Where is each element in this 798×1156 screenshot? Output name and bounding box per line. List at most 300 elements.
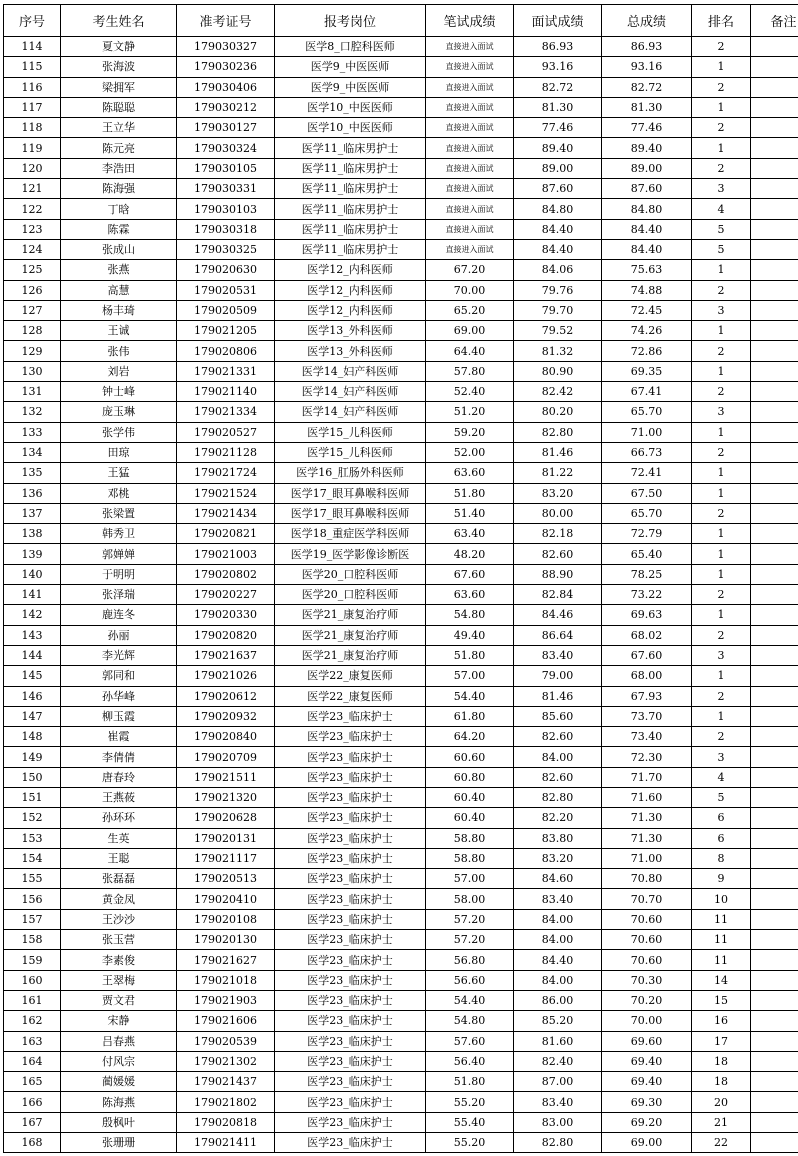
cell-total-score: 74.26 xyxy=(602,321,692,341)
cell-position: 医学23_临床护士 xyxy=(275,950,426,970)
cell-seq: 152 xyxy=(4,808,61,828)
cell-rank: 1 xyxy=(692,57,751,77)
cell-seq: 121 xyxy=(4,179,61,199)
cell-exam-id: 179020820 xyxy=(177,625,275,645)
table-row xyxy=(4,382,798,402)
cell-total-score: 67.93 xyxy=(602,686,692,706)
cell-name: 王立华 xyxy=(61,118,177,138)
cell-exam-id: 179030325 xyxy=(177,239,275,259)
cell-name: 柳玉霞 xyxy=(61,706,177,726)
cell-written-score: 49.40 xyxy=(426,625,514,645)
cell-remarks xyxy=(751,402,798,422)
cell-interview-score: 79.70 xyxy=(514,300,602,320)
cell-written-score: 63.60 xyxy=(426,585,514,605)
cell-total-score: 71.30 xyxy=(602,808,692,828)
cell-rank: 22 xyxy=(692,1133,751,1153)
cell-total-score: 89.40 xyxy=(602,138,692,158)
cell-name: 王燕莜 xyxy=(61,787,177,807)
cell-seq: 140 xyxy=(4,564,61,584)
cell-position: 医学17_眼耳鼻喉科医师 xyxy=(275,483,426,503)
cell-exam-id: 179021637 xyxy=(177,645,275,665)
cell-interview-score: 86.64 xyxy=(514,625,602,645)
cell-name: 唐春玲 xyxy=(61,767,177,787)
cell-rank: 15 xyxy=(692,990,751,1010)
cell-exam-id: 179021128 xyxy=(177,442,275,462)
cell-remarks xyxy=(751,605,798,625)
cell-total-score: 66.73 xyxy=(602,442,692,462)
cell-written-score: 直接进入面试 xyxy=(426,239,514,259)
cell-exam-id: 179021003 xyxy=(177,544,275,564)
table-row xyxy=(4,706,798,726)
table-row xyxy=(4,158,798,178)
cell-exam-id: 179021117 xyxy=(177,848,275,868)
cell-exam-id: 179021802 xyxy=(177,1092,275,1112)
cell-written-score: 直接进入面试 xyxy=(426,158,514,178)
cell-total-score: 70.60 xyxy=(602,909,692,929)
cell-seq: 119 xyxy=(4,138,61,158)
cell-seq: 153 xyxy=(4,828,61,848)
cell-written-score: 直接进入面试 xyxy=(426,37,514,57)
cell-exam-id: 179020821 xyxy=(177,524,275,544)
cell-rank: 11 xyxy=(692,950,751,970)
cell-name: 庞玉琳 xyxy=(61,402,177,422)
cell-position: 医学23_临床护士 xyxy=(275,727,426,747)
cell-rank: 1 xyxy=(692,260,751,280)
cell-written-score: 57.20 xyxy=(426,909,514,929)
cell-seq: 150 xyxy=(4,767,61,787)
cell-name: 梁拥军 xyxy=(61,77,177,97)
cell-total-score: 65.40 xyxy=(602,544,692,564)
cell-rank: 5 xyxy=(692,219,751,239)
cell-interview-score: 84.40 xyxy=(514,950,602,970)
cell-exam-id: 179030212 xyxy=(177,97,275,117)
table-header xyxy=(4,5,798,37)
cell-rank: 21 xyxy=(692,1112,751,1132)
cell-written-score: 63.40 xyxy=(426,524,514,544)
cell-name: 张成山 xyxy=(61,239,177,259)
cell-total-score: 81.30 xyxy=(602,97,692,117)
cell-total-score: 71.30 xyxy=(602,828,692,848)
cell-exam-id: 179021140 xyxy=(177,382,275,402)
cell-interview-score: 93.16 xyxy=(514,57,602,77)
cell-interview-score: 81.32 xyxy=(514,341,602,361)
cell-name: 陈霖 xyxy=(61,219,177,239)
cell-written-score: 52.40 xyxy=(426,382,514,402)
cell-name: 丁晗 xyxy=(61,199,177,219)
cell-written-score: 67.20 xyxy=(426,260,514,280)
cell-exam-id: 179020108 xyxy=(177,909,275,929)
cell-position: 医学12_内科医师 xyxy=(275,300,426,320)
table-row xyxy=(4,747,798,767)
cell-exam-id: 179020410 xyxy=(177,889,275,909)
cell-written-score: 直接进入面试 xyxy=(426,219,514,239)
cell-name: 蔺媛媛 xyxy=(61,1072,177,1092)
cell-written-score: 63.60 xyxy=(426,463,514,483)
cell-rank: 1 xyxy=(692,544,751,564)
cell-remarks xyxy=(751,990,798,1010)
table-row xyxy=(4,605,798,625)
cell-name: 邓桃 xyxy=(61,483,177,503)
cell-interview-score: 81.30 xyxy=(514,97,602,117)
cell-remarks xyxy=(751,930,798,950)
cell-position: 医学23_临床护士 xyxy=(275,706,426,726)
cell-written-score: 直接进入面试 xyxy=(426,77,514,97)
cell-position: 医学9_中医医师 xyxy=(275,77,426,97)
cell-total-score: 87.60 xyxy=(602,179,692,199)
cell-interview-score: 84.00 xyxy=(514,930,602,950)
cell-remarks xyxy=(751,138,798,158)
cell-position: 医学12_内科医师 xyxy=(275,260,426,280)
cell-name: 张泽瑞 xyxy=(61,585,177,605)
header-interview-score: 面试成绩 xyxy=(514,5,602,37)
table-row xyxy=(4,808,798,828)
cell-rank: 1 xyxy=(692,524,751,544)
cell-position: 医学23_临床护士 xyxy=(275,1112,426,1132)
cell-remarks xyxy=(751,1092,798,1112)
cell-interview-score: 82.20 xyxy=(514,808,602,828)
cell-exam-id: 179020227 xyxy=(177,585,275,605)
cell-name: 张珊珊 xyxy=(61,1133,177,1153)
cell-name: 王猛 xyxy=(61,463,177,483)
cell-exam-id: 179021018 xyxy=(177,970,275,990)
table-row xyxy=(4,828,798,848)
cell-position: 医学23_临床护士 xyxy=(275,828,426,848)
header-seq: 序号 xyxy=(4,5,61,37)
cell-total-score: 72.30 xyxy=(602,747,692,767)
cell-name: 陈聪聪 xyxy=(61,97,177,117)
table-row xyxy=(4,1133,798,1153)
cell-name: 刘岩 xyxy=(61,361,177,381)
cell-position: 医学21_康复治疗师 xyxy=(275,645,426,665)
cell-written-score: 直接进入面试 xyxy=(426,57,514,77)
cell-written-score: 60.40 xyxy=(426,787,514,807)
cell-written-score: 56.40 xyxy=(426,1051,514,1071)
cell-exam-id: 179021437 xyxy=(177,1072,275,1092)
cell-position: 医学11_临床男护士 xyxy=(275,158,426,178)
cell-seq: 167 xyxy=(4,1112,61,1132)
table-row xyxy=(4,767,798,787)
cell-interview-score: 80.00 xyxy=(514,503,602,523)
cell-seq: 158 xyxy=(4,930,61,950)
cell-interview-score: 89.00 xyxy=(514,158,602,178)
cell-exam-id: 179020612 xyxy=(177,686,275,706)
cell-exam-id: 179020818 xyxy=(177,1112,275,1132)
cell-interview-score: 89.40 xyxy=(514,138,602,158)
cell-remarks xyxy=(751,1011,798,1031)
header-remarks: 备注 xyxy=(751,5,798,37)
cell-total-score: 70.00 xyxy=(602,1011,692,1031)
cell-written-score: 54.80 xyxy=(426,1011,514,1031)
table-row xyxy=(4,848,798,868)
cell-exam-id: 179021026 xyxy=(177,666,275,686)
cell-interview-score: 86.00 xyxy=(514,990,602,1010)
cell-written-score: 52.00 xyxy=(426,442,514,462)
cell-total-score: 67.50 xyxy=(602,483,692,503)
cell-interview-score: 82.80 xyxy=(514,422,602,442)
cell-written-score: 59.20 xyxy=(426,422,514,442)
cell-position: 医学23_临床护士 xyxy=(275,930,426,950)
cell-rank: 1 xyxy=(692,706,751,726)
cell-written-score: 54.80 xyxy=(426,605,514,625)
cell-rank: 3 xyxy=(692,747,751,767)
cell-name: 张磊磊 xyxy=(61,869,177,889)
cell-rank: 20 xyxy=(692,1092,751,1112)
cell-exam-id: 179020806 xyxy=(177,341,275,361)
cell-seq: 143 xyxy=(4,625,61,645)
header-rank: 排名 xyxy=(692,5,751,37)
cell-rank: 2 xyxy=(692,158,751,178)
cell-exam-id: 179021205 xyxy=(177,321,275,341)
cell-total-score: 71.60 xyxy=(602,787,692,807)
cell-written-score: 55.40 xyxy=(426,1112,514,1132)
cell-position: 医学14_妇产科医师 xyxy=(275,382,426,402)
cell-total-score: 69.40 xyxy=(602,1072,692,1092)
table-row xyxy=(4,483,798,503)
cell-total-score: 71.00 xyxy=(602,422,692,442)
cell-total-score: 86.93 xyxy=(602,37,692,57)
cell-written-score: 57.80 xyxy=(426,361,514,381)
table-row xyxy=(4,118,798,138)
cell-rank: 6 xyxy=(692,828,751,848)
table-row xyxy=(4,239,798,259)
cell-exam-id: 179021411 xyxy=(177,1133,275,1153)
cell-interview-score: 83.40 xyxy=(514,645,602,665)
cell-exam-id: 179020932 xyxy=(177,706,275,726)
cell-exam-id: 179030318 xyxy=(177,219,275,239)
cell-rank: 1 xyxy=(692,138,751,158)
cell-total-score: 78.25 xyxy=(602,564,692,584)
cell-position: 医学14_妇产科医师 xyxy=(275,361,426,381)
cell-seq: 148 xyxy=(4,727,61,747)
cell-name: 郭婵婵 xyxy=(61,544,177,564)
table-row xyxy=(4,179,798,199)
cell-name: 张玉营 xyxy=(61,930,177,950)
cell-interview-score: 82.42 xyxy=(514,382,602,402)
cell-name: 殷枫叶 xyxy=(61,1112,177,1132)
cell-seq: 141 xyxy=(4,585,61,605)
cell-interview-score: 83.40 xyxy=(514,889,602,909)
cell-interview-score: 83.80 xyxy=(514,828,602,848)
cell-seq: 159 xyxy=(4,950,61,970)
table-row xyxy=(4,280,798,300)
cell-position: 医学23_临床护士 xyxy=(275,990,426,1010)
cell-seq: 131 xyxy=(4,382,61,402)
cell-position: 医学16_肛肠外科医师 xyxy=(275,463,426,483)
cell-seq: 139 xyxy=(4,544,61,564)
cell-remarks xyxy=(751,239,798,259)
cell-exam-id: 179021724 xyxy=(177,463,275,483)
cell-name: 王沙沙 xyxy=(61,909,177,929)
cell-name: 张燕 xyxy=(61,260,177,280)
cell-seq: 138 xyxy=(4,524,61,544)
table-row xyxy=(4,1031,798,1051)
table-row xyxy=(4,199,798,219)
cell-remarks xyxy=(751,260,798,280)
cell-exam-id: 179020628 xyxy=(177,808,275,828)
cell-seq: 146 xyxy=(4,686,61,706)
cell-seq: 151 xyxy=(4,787,61,807)
cell-interview-score: 82.72 xyxy=(514,77,602,97)
cell-name: 王翠梅 xyxy=(61,970,177,990)
cell-interview-score: 85.60 xyxy=(514,706,602,726)
cell-position: 医学11_临床男护士 xyxy=(275,219,426,239)
cell-seq: 118 xyxy=(4,118,61,138)
cell-seq: 129 xyxy=(4,341,61,361)
cell-position: 医学22_康复医师 xyxy=(275,666,426,686)
cell-position: 医学23_临床护士 xyxy=(275,869,426,889)
cell-remarks xyxy=(751,158,798,178)
cell-position: 医学8_口腔科医师 xyxy=(275,37,426,57)
cell-written-score: 直接进入面试 xyxy=(426,118,514,138)
cell-written-score: 51.80 xyxy=(426,483,514,503)
cell-position: 医学23_临床护士 xyxy=(275,747,426,767)
cell-seq: 115 xyxy=(4,57,61,77)
table-row xyxy=(4,463,798,483)
cell-remarks xyxy=(751,57,798,77)
cell-position: 医学23_临床护士 xyxy=(275,848,426,868)
cell-written-score: 58.00 xyxy=(426,889,514,909)
cell-position: 医学13_外科医师 xyxy=(275,341,426,361)
cell-exam-id: 179030105 xyxy=(177,158,275,178)
cell-rank: 2 xyxy=(692,280,751,300)
cell-remarks xyxy=(751,625,798,645)
cell-position: 医学9_中医医师 xyxy=(275,57,426,77)
cell-total-score: 75.63 xyxy=(602,260,692,280)
cell-remarks xyxy=(751,706,798,726)
cell-written-score: 57.60 xyxy=(426,1031,514,1051)
cell-position: 医学23_临床护士 xyxy=(275,909,426,929)
cell-position: 医学23_临床护士 xyxy=(275,767,426,787)
cell-remarks xyxy=(751,77,798,97)
cell-remarks xyxy=(751,199,798,219)
cell-name: 张伟 xyxy=(61,341,177,361)
cell-rank: 4 xyxy=(692,767,751,787)
cell-written-score: 51.80 xyxy=(426,645,514,665)
cell-written-score: 60.80 xyxy=(426,767,514,787)
table-row xyxy=(4,1051,798,1071)
cell-position: 医学18_重症医学科医师 xyxy=(275,524,426,544)
cell-remarks xyxy=(751,118,798,138)
cell-rank: 2 xyxy=(692,382,751,402)
cell-rank: 4 xyxy=(692,199,751,219)
cell-written-score: 60.60 xyxy=(426,747,514,767)
cell-remarks xyxy=(751,321,798,341)
cell-written-score: 56.60 xyxy=(426,970,514,990)
cell-written-score: 56.80 xyxy=(426,950,514,970)
score-table xyxy=(3,4,798,1153)
cell-name: 李倩倩 xyxy=(61,747,177,767)
cell-interview-score: 79.76 xyxy=(514,280,602,300)
cell-rank: 2 xyxy=(692,442,751,462)
cell-rank: 2 xyxy=(692,625,751,645)
cell-remarks xyxy=(751,219,798,239)
cell-name: 夏文静 xyxy=(61,37,177,57)
cell-interview-score: 82.60 xyxy=(514,767,602,787)
table-row xyxy=(4,260,798,280)
cell-total-score: 68.02 xyxy=(602,625,692,645)
cell-name: 生英 xyxy=(61,828,177,848)
cell-exam-id: 179030324 xyxy=(177,138,275,158)
cell-name: 吕春燕 xyxy=(61,1031,177,1051)
cell-remarks xyxy=(751,341,798,361)
cell-exam-id: 179020527 xyxy=(177,422,275,442)
cell-name: 张梁置 xyxy=(61,503,177,523)
cell-written-score: 58.80 xyxy=(426,828,514,848)
cell-interview-score: 84.00 xyxy=(514,909,602,929)
cell-remarks xyxy=(751,1051,798,1071)
header-written-score: 笔试成绩 xyxy=(426,5,514,37)
cell-remarks xyxy=(751,503,798,523)
cell-written-score: 65.20 xyxy=(426,300,514,320)
cell-name: 宋静 xyxy=(61,1011,177,1031)
cell-name: 鹿连冬 xyxy=(61,605,177,625)
cell-interview-score: 84.46 xyxy=(514,605,602,625)
table-row xyxy=(4,686,798,706)
cell-name: 李素俊 xyxy=(61,950,177,970)
cell-remarks xyxy=(751,585,798,605)
cell-written-score: 54.40 xyxy=(426,990,514,1010)
cell-seq: 157 xyxy=(4,909,61,929)
cell-name: 于明明 xyxy=(61,564,177,584)
cell-position: 医学14_妇产科医师 xyxy=(275,402,426,422)
cell-interview-score: 82.60 xyxy=(514,727,602,747)
cell-remarks xyxy=(751,544,798,564)
cell-total-score: 70.30 xyxy=(602,970,692,990)
cell-remarks xyxy=(751,666,798,686)
table-row xyxy=(4,1011,798,1031)
cell-rank: 16 xyxy=(692,1011,751,1031)
cell-seq: 134 xyxy=(4,442,61,462)
cell-total-score: 72.79 xyxy=(602,524,692,544)
cell-rank: 2 xyxy=(692,686,751,706)
cell-rank: 1 xyxy=(692,422,751,442)
cell-rank: 5 xyxy=(692,239,751,259)
cell-position: 医学10_中医医师 xyxy=(275,97,426,117)
header-row xyxy=(4,5,798,37)
cell-written-score: 51.20 xyxy=(426,402,514,422)
cell-remarks xyxy=(751,1031,798,1051)
header-position: 报考岗位 xyxy=(275,5,426,37)
cell-name: 张学伟 xyxy=(61,422,177,442)
cell-rank: 1 xyxy=(692,564,751,584)
cell-seq: 133 xyxy=(4,422,61,442)
table-row xyxy=(4,787,798,807)
cell-rank: 1 xyxy=(692,483,751,503)
cell-interview-score: 84.60 xyxy=(514,869,602,889)
cell-rank: 1 xyxy=(692,321,751,341)
cell-rank: 1 xyxy=(692,605,751,625)
cell-rank: 1 xyxy=(692,463,751,483)
table-row xyxy=(4,402,798,422)
cell-remarks xyxy=(751,382,798,402)
cell-exam-id: 179020531 xyxy=(177,280,275,300)
cell-interview-score: 84.06 xyxy=(514,260,602,280)
cell-remarks xyxy=(751,889,798,909)
cell-name: 王诚 xyxy=(61,321,177,341)
cell-total-score: 73.22 xyxy=(602,585,692,605)
cell-exam-id: 179030327 xyxy=(177,37,275,57)
cell-written-score: 直接进入面试 xyxy=(426,199,514,219)
cell-position: 医学23_临床护士 xyxy=(275,1133,426,1153)
cell-total-score: 84.40 xyxy=(602,239,692,259)
cell-interview-score: 82.18 xyxy=(514,524,602,544)
cell-rank: 3 xyxy=(692,645,751,665)
cell-written-score: 51.80 xyxy=(426,1072,514,1092)
cell-position: 医学10_中医医师 xyxy=(275,118,426,138)
cell-interview-score: 81.46 xyxy=(514,442,602,462)
cell-remarks xyxy=(751,300,798,320)
cell-interview-score: 82.84 xyxy=(514,585,602,605)
